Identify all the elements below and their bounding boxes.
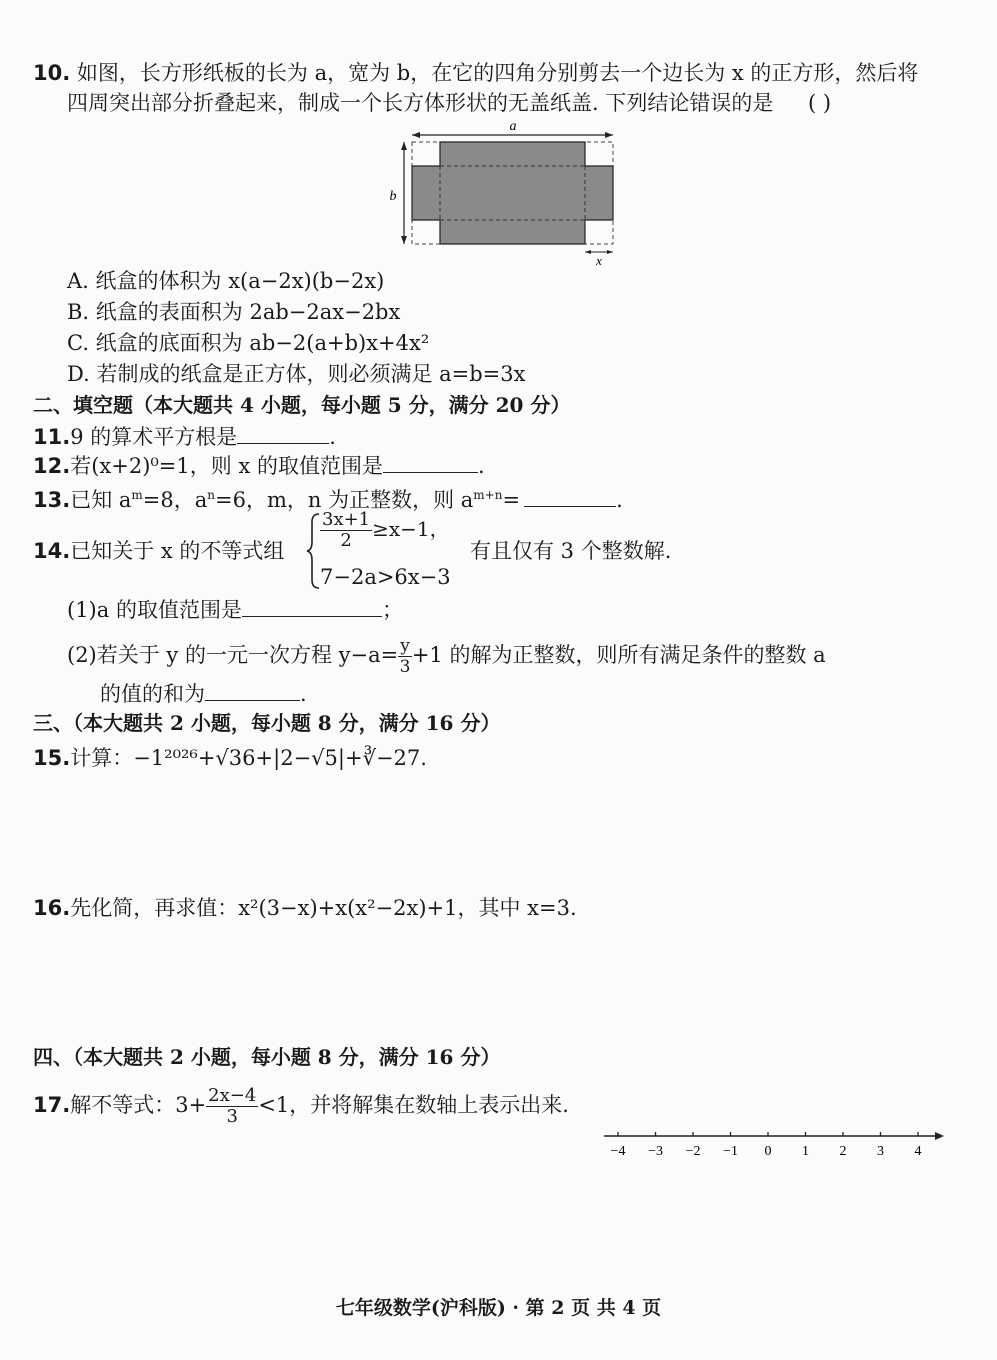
q14-part2-frac-den: 3 (399, 657, 411, 677)
q14-part1-text: (1)a 的取值范围是 (67, 598, 242, 622)
q10-line1 (33, 58, 918, 88)
number-line-label: 0 (764, 1144, 772, 1159)
q17-text-b: <1，并将解集在数轴上表示出来. (258, 1093, 569, 1117)
q17-frac-den: 3 (226, 1106, 238, 1127)
q14-ineq1-num: 3x+1 (322, 509, 371, 530)
q14-part1-blank[interactable] (242, 594, 382, 617)
q11-answer-blank[interactable] (237, 421, 329, 444)
number-line-label: −3 (648, 1144, 663, 1159)
q16-number: 16. (33, 896, 71, 920)
q12-answer-blank[interactable] (383, 450, 478, 473)
q10-text-line2: 四周突出部分折叠起来，制成一个长方体形状的无盖纸盖. 下列结论错误的是 (67, 91, 774, 115)
q16 (33, 893, 577, 923)
q13-sup-mn: m+n (473, 488, 503, 502)
q14-part2-blank[interactable] (205, 678, 300, 701)
q10-number: 10. (33, 61, 71, 85)
section-3-heading: 三、（本大题共 2 小题，每小题 8 分，满分 16 分） (33, 711, 501, 735)
number-line-label: −2 (685, 1144, 701, 1159)
q13-text-b: =8，a (142, 488, 208, 512)
q10-option-d: D. 若制成的纸盒是正方体，则必须满足 a=b=3x (67, 362, 526, 386)
q16-text: 先化简，再求值：x²(3−x)+x(x²−2x)+1，其中 x=3. (70, 896, 577, 920)
q14-part2-frac-num: y (400, 636, 410, 656)
q14-ineq2: 7−2a>6x−3 (320, 565, 451, 589)
q11-text: 9 的算术平方根是 (70, 425, 238, 449)
q10-answer-paren: ( ) (808, 91, 832, 115)
q13-answer-blank[interactable] (524, 484, 616, 507)
page-footer: 七年级数学(沪科版) · 第 2 页 共 4 页 (335, 1297, 662, 1319)
q14-part2-text-b: +1 的解为正整数，则所有满足条件的整数 a (411, 643, 826, 667)
dim-a-arrow-left (412, 132, 420, 138)
q14-part1 (67, 594, 403, 625)
number-line-label: 1 (802, 1144, 809, 1159)
number-line-label: 4 (914, 1144, 922, 1159)
q15-number: 15. (33, 746, 71, 770)
q14-part1-end: ； (381, 598, 403, 622)
number-line-label: 3 (877, 1144, 884, 1159)
dim-b-arrow-top (401, 142, 407, 150)
q17-number: 17. (33, 1093, 71, 1117)
box-net (412, 142, 613, 244)
q13-end: . (616, 488, 623, 512)
q14-part2-line1 (67, 636, 826, 677)
q12-number: 12. (33, 454, 71, 478)
q10-text-line1: 如图，长方形纸板的长为 a，宽为 b，在它的四角分别剪去一个边长为 x 的正方形，然后将 (76, 61, 919, 85)
q17-text-a: 解不等式：3+ (70, 1093, 207, 1117)
section-2-heading: 二、填空题（本大题共 4 小题，每小题 5 分，满分 20 分） (33, 393, 571, 417)
q10-option-b: B. 纸盒的表面积为 2ab−2ax−2bx (67, 300, 401, 324)
q14-part2-text-a: (2)若关于 y 的一元一次方程 y−a= (67, 643, 399, 667)
q17-fraction (206, 1086, 258, 1127)
section-4-heading: 四、（本大题共 2 小题，每小题 8 分，满分 16 分） (33, 1045, 501, 1069)
q13-text-d: = (502, 488, 521, 512)
q10-figure (385, 112, 625, 272)
dim-x-arrow-right (607, 250, 613, 254)
q14-number: 14. (33, 539, 71, 563)
q11 (33, 421, 336, 452)
q14-part2-end: . (300, 682, 307, 706)
q14-ineq1-rest: ≥x−1， (372, 517, 450, 541)
number-line-arrow (935, 1132, 944, 1140)
label-x: x (596, 253, 602, 268)
q13-sup-m: m (131, 488, 143, 502)
q14-ineq1 (320, 510, 450, 551)
q15-text: 计算：−1²⁰²⁶+√36+|2−√5|+∛−27. (70, 746, 427, 770)
q14-ineq1-den: 2 (340, 530, 352, 551)
q14-lead-line (33, 536, 284, 566)
q13-number: 13. (33, 488, 71, 512)
q12 (33, 450, 485, 481)
dim-b-arrow-bottom (401, 236, 407, 244)
number-line-label: −4 (610, 1144, 626, 1159)
q14-part2-text-c: 的值的和为 (100, 682, 205, 706)
q14-ineq1-fraction (320, 510, 372, 551)
number-line[interactable] (600, 1125, 950, 1165)
number-line-label: 2 (839, 1144, 847, 1159)
number-line-label: −1 (723, 1144, 738, 1159)
q14-part2-line2 (100, 678, 307, 709)
q10-option-c: C. 纸盒的底面积为 ab−2(a+b)x+4x² (67, 331, 430, 355)
q14-lead: 已知关于 x 的不等式组 (70, 539, 285, 563)
label-b: b (389, 189, 397, 204)
q15 (33, 743, 427, 773)
q10-option-a: A. 纸盒的体积为 x(a−2x)(b−2x) (67, 269, 385, 293)
dim-a-arrow-right (605, 132, 613, 138)
q12-text: 若(x+2)⁰=1，则 x 的取值范围是 (70, 454, 383, 478)
q13-text-c: =6，m，n 为正整数，则 a (215, 488, 474, 512)
q17 (33, 1086, 569, 1127)
dim-x-arrow-left (585, 250, 591, 254)
q12-end: . (477, 454, 485, 478)
label-a: a (509, 119, 517, 134)
q13-text-a: 已知 a (70, 488, 132, 512)
q14-part2-fraction (398, 636, 412, 677)
q11-number: 11. (33, 425, 71, 449)
q13-sup-n: n (207, 488, 216, 502)
q14-tail: 有且仅有 3 个整数解. (470, 539, 672, 563)
q11-end: . (329, 425, 336, 449)
q17-frac-num: 2x−4 (208, 1085, 257, 1106)
